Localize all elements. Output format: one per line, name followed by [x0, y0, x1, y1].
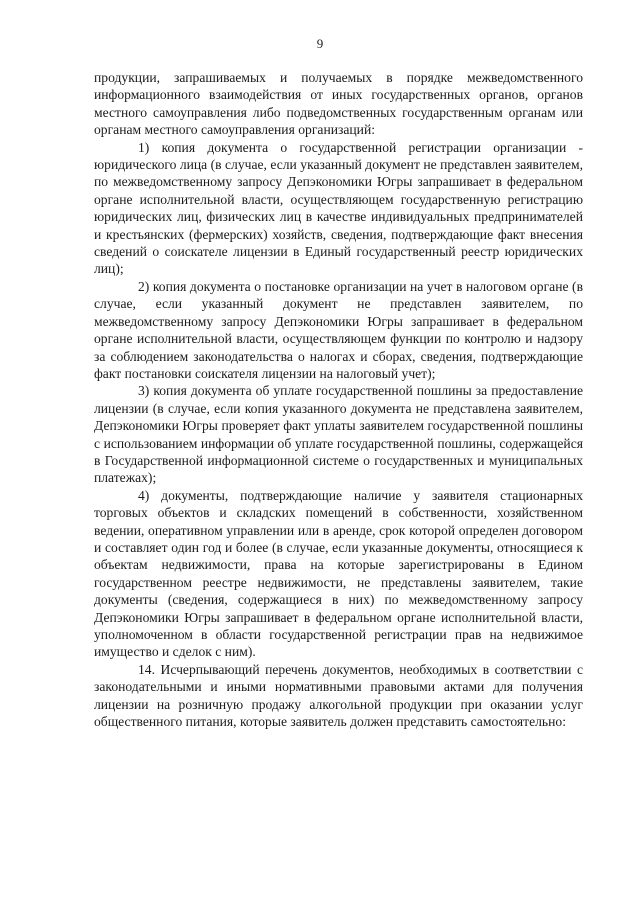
document-body — [94, 69, 583, 730]
paragraph-item-2: 2) копия документа о постановке организации на учет в налоговом органе (в случае, если указанный документ не представлен заявителем, по межведомственному запросу Депэкономики Югры запрашивает в федеральном органе исполнительной власти, осуществляющем функции по контролю и надзору за соблюдением законодательства о налогах и сборах, сведения, подтверждающие факт постановки соискателя лицензии на налоговый учет); — [94, 278, 583, 381]
paragraph-item-3: 3) копия документа об уплате государственной пошлины за предоставление лицензии (в случае, если копия указанного документа не представлена заявителем, Депэкономики Югры проверяет факт уплаты заявителем государственной пошлины с использованием информации об уплате государственной пошлины, содержащейся в Государственной информационной системе о государственных и муниципальных платежах); — [94, 383, 583, 486]
paragraph-item-4: 4) документы, подтверждающие наличие у заявителя стационарных торговых объектов и складских помещений в собственности, хозяйственном ведении, оперативном управлении или в аренде, срок которой определен договором и составляет один год и более (в случае, если указанные документы, относящиеся к объектам недвижимости, права на которые зарегистрированы в Едином государственном реестре недвижимости, не представлены заявителем, такие документы (сведения, содержащиеся в них) по межведомственному запросу Депэкономики Югры запрашивает в федеральном органе исполнительной власти, уполномоченном в области государственной регистрации прав на недвижимое имущество и сделок с ним). — [94, 487, 583, 660]
page-number: 9 — [316, 36, 324, 51]
paragraph-item-1: 1) копия документа о государственной регистрации организации - юридического лица (в случае, если указанный документ не представлен заявителем, по межведомственному запросу Депэкономики Югры запрашивает в федеральном органе исполнительной власти, осуществляющем государственную регистрацию юридических лиц, физических лиц в качестве индивидуальных предпринимателей и крестьянских (фермерских) хозяйств, сведения, подтверждающие факт внесения сведений о соискателе лицензии в Единый государственный реестр юридических лиц); — [94, 139, 583, 277]
paragraph-continuation: продукции, запрашиваемых и получаемых в порядке межведомственного информационного взаимодействия от иных государственных органов, органов местного самоуправления либо подведомственных государственным органам или органам местного самоуправления организаций: — [94, 70, 583, 138]
paragraph-clause-14: 14. Исчерпывающий перечень документов, необходимых в соответствии с законодательными и иными нормативными правовыми актами для получения лицензии на розничную продажу алкогольной продукции при оказании услуг общественного питания, которые заявитель должен представить самостоятельно: — [94, 661, 583, 730]
